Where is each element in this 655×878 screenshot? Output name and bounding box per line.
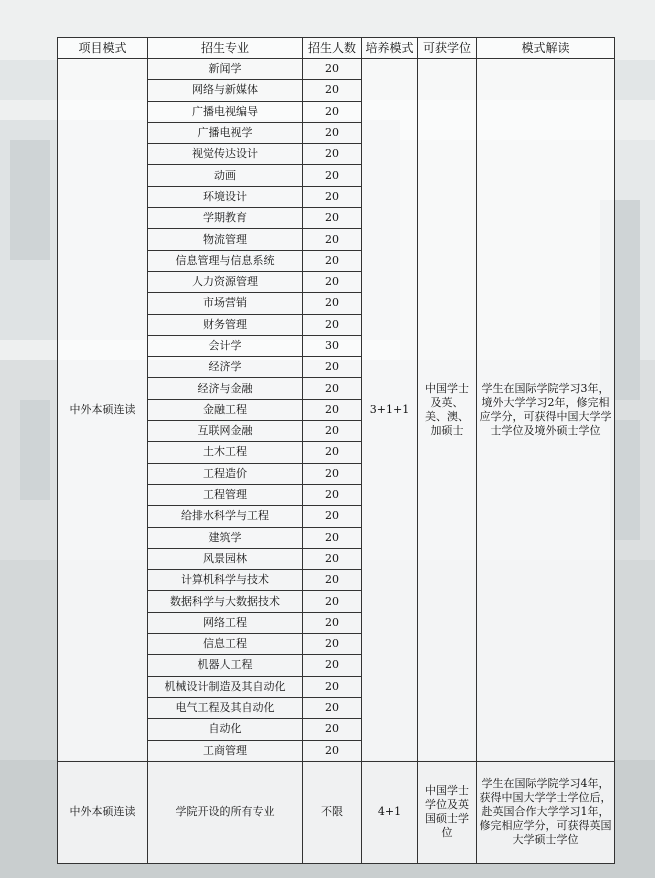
enrollment-cell: 20 bbox=[303, 634, 362, 655]
major-cell: 学院开设的所有专业 bbox=[148, 761, 303, 863]
header-row bbox=[58, 38, 615, 59]
enrollment-cell: 20 bbox=[303, 548, 362, 569]
enrollment-cell: 20 bbox=[303, 655, 362, 676]
major-cell: 财务管理 bbox=[148, 314, 303, 335]
enrollment-cell: 20 bbox=[303, 186, 362, 207]
header-mode-explanation: 模式解读 bbox=[477, 38, 615, 59]
major-cell: 广播电视编导 bbox=[148, 101, 303, 122]
enrollment-cell: 20 bbox=[303, 442, 362, 463]
enrollment-cell: 不限 bbox=[303, 761, 362, 863]
enrollment-cell: 20 bbox=[303, 357, 362, 378]
major-cell: 建筑学 bbox=[148, 527, 303, 548]
degree-cell: 中国学士学位及英国硕士学位 bbox=[418, 761, 477, 863]
header-project-mode: 项目模式 bbox=[58, 38, 148, 59]
major-cell: 网络工程 bbox=[148, 612, 303, 633]
major-cell: 信息管理与信息系统 bbox=[148, 250, 303, 271]
major-cell: 市场营销 bbox=[148, 293, 303, 314]
header-degree: 可获学位 bbox=[418, 38, 477, 59]
major-cell: 电气工程及其自动化 bbox=[148, 697, 303, 718]
enrollment-cell: 20 bbox=[303, 527, 362, 548]
degree-cell: 中国学士及英、美、澳、加硕士 bbox=[418, 59, 477, 762]
enrollment-cell: 20 bbox=[303, 570, 362, 591]
enrollment-cell: 30 bbox=[303, 335, 362, 356]
enrollment-cell: 20 bbox=[303, 484, 362, 505]
major-cell: 自动化 bbox=[148, 719, 303, 740]
mode-explanation-cell: 学生在国际学院学习3年，境外大学学习2年，修完相应学分，可获得中国大学学士学位及境外硕士学位 bbox=[477, 59, 615, 762]
enrollment-cell: 20 bbox=[303, 463, 362, 484]
enrollment-cell: 20 bbox=[303, 122, 362, 143]
enrollment-cell: 20 bbox=[303, 144, 362, 165]
enrollment-cell: 20 bbox=[303, 399, 362, 420]
table-row bbox=[58, 59, 615, 80]
enrollment-cell: 20 bbox=[303, 80, 362, 101]
enrollment-cell: 20 bbox=[303, 697, 362, 718]
major-cell: 工程管理 bbox=[148, 484, 303, 505]
enrollment-cell: 20 bbox=[303, 314, 362, 335]
enrollment-cell: 20 bbox=[303, 612, 362, 633]
admission-table bbox=[57, 37, 615, 864]
major-cell: 工程造价 bbox=[148, 463, 303, 484]
major-cell: 金融工程 bbox=[148, 399, 303, 420]
enrollment-cell: 20 bbox=[303, 421, 362, 442]
enrollment-cell: 20 bbox=[303, 59, 362, 80]
enrollment-cell: 20 bbox=[303, 229, 362, 250]
major-cell: 风景园林 bbox=[148, 548, 303, 569]
enrollment-cell: 20 bbox=[303, 271, 362, 292]
admission-table-container bbox=[57, 37, 614, 864]
major-cell: 信息工程 bbox=[148, 634, 303, 655]
major-cell: 动画 bbox=[148, 165, 303, 186]
project-mode-cell: 中外本硕连读 bbox=[58, 761, 148, 863]
enrollment-cell: 20 bbox=[303, 740, 362, 761]
mode-explanation-cell: 学生在国际学院学习4年，获得中国大学学士学位后，赴英国合作大学学习1年，修完相应学分，可获得英国大学硕士学位 bbox=[477, 761, 615, 863]
major-cell: 工商管理 bbox=[148, 740, 303, 761]
major-cell: 机械设计制造及其自动化 bbox=[148, 676, 303, 697]
enrollment-cell: 20 bbox=[303, 719, 362, 740]
header-training-mode: 培养模式 bbox=[362, 38, 418, 59]
enrollment-cell: 20 bbox=[303, 591, 362, 612]
enrollment-cell: 20 bbox=[303, 208, 362, 229]
major-cell: 学期教育 bbox=[148, 208, 303, 229]
enrollment-cell: 20 bbox=[303, 676, 362, 697]
training-mode-cell: 3+1+1 bbox=[362, 59, 418, 762]
enrollment-cell: 20 bbox=[303, 165, 362, 186]
table-row bbox=[58, 761, 615, 863]
major-cell: 人力资源管理 bbox=[148, 271, 303, 292]
major-cell: 土木工程 bbox=[148, 442, 303, 463]
major-cell: 数据科学与大数据技术 bbox=[148, 591, 303, 612]
major-cell: 经济学 bbox=[148, 357, 303, 378]
training-mode-cell: 4+1 bbox=[362, 761, 418, 863]
major-cell: 视觉传达设计 bbox=[148, 144, 303, 165]
major-cell: 机器人工程 bbox=[148, 655, 303, 676]
enrollment-cell: 20 bbox=[303, 506, 362, 527]
enrollment-cell: 20 bbox=[303, 378, 362, 399]
header-major: 招生专业 bbox=[148, 38, 303, 59]
major-cell: 广播电视学 bbox=[148, 122, 303, 143]
major-cell: 物流管理 bbox=[148, 229, 303, 250]
major-cell: 会计学 bbox=[148, 335, 303, 356]
enrollment-cell: 20 bbox=[303, 250, 362, 271]
header-enrollment: 招生人数 bbox=[303, 38, 362, 59]
major-cell: 给排水科学与工程 bbox=[148, 506, 303, 527]
major-cell: 计算机科学与技术 bbox=[148, 570, 303, 591]
major-cell: 经济与金融 bbox=[148, 378, 303, 399]
enrollment-cell: 20 bbox=[303, 101, 362, 122]
major-cell: 环境设计 bbox=[148, 186, 303, 207]
major-cell: 网络与新媒体 bbox=[148, 80, 303, 101]
project-mode-cell: 中外本硕连读 bbox=[58, 59, 148, 762]
major-cell: 互联网金融 bbox=[148, 421, 303, 442]
major-cell: 新闻学 bbox=[148, 59, 303, 80]
enrollment-cell: 20 bbox=[303, 293, 362, 314]
